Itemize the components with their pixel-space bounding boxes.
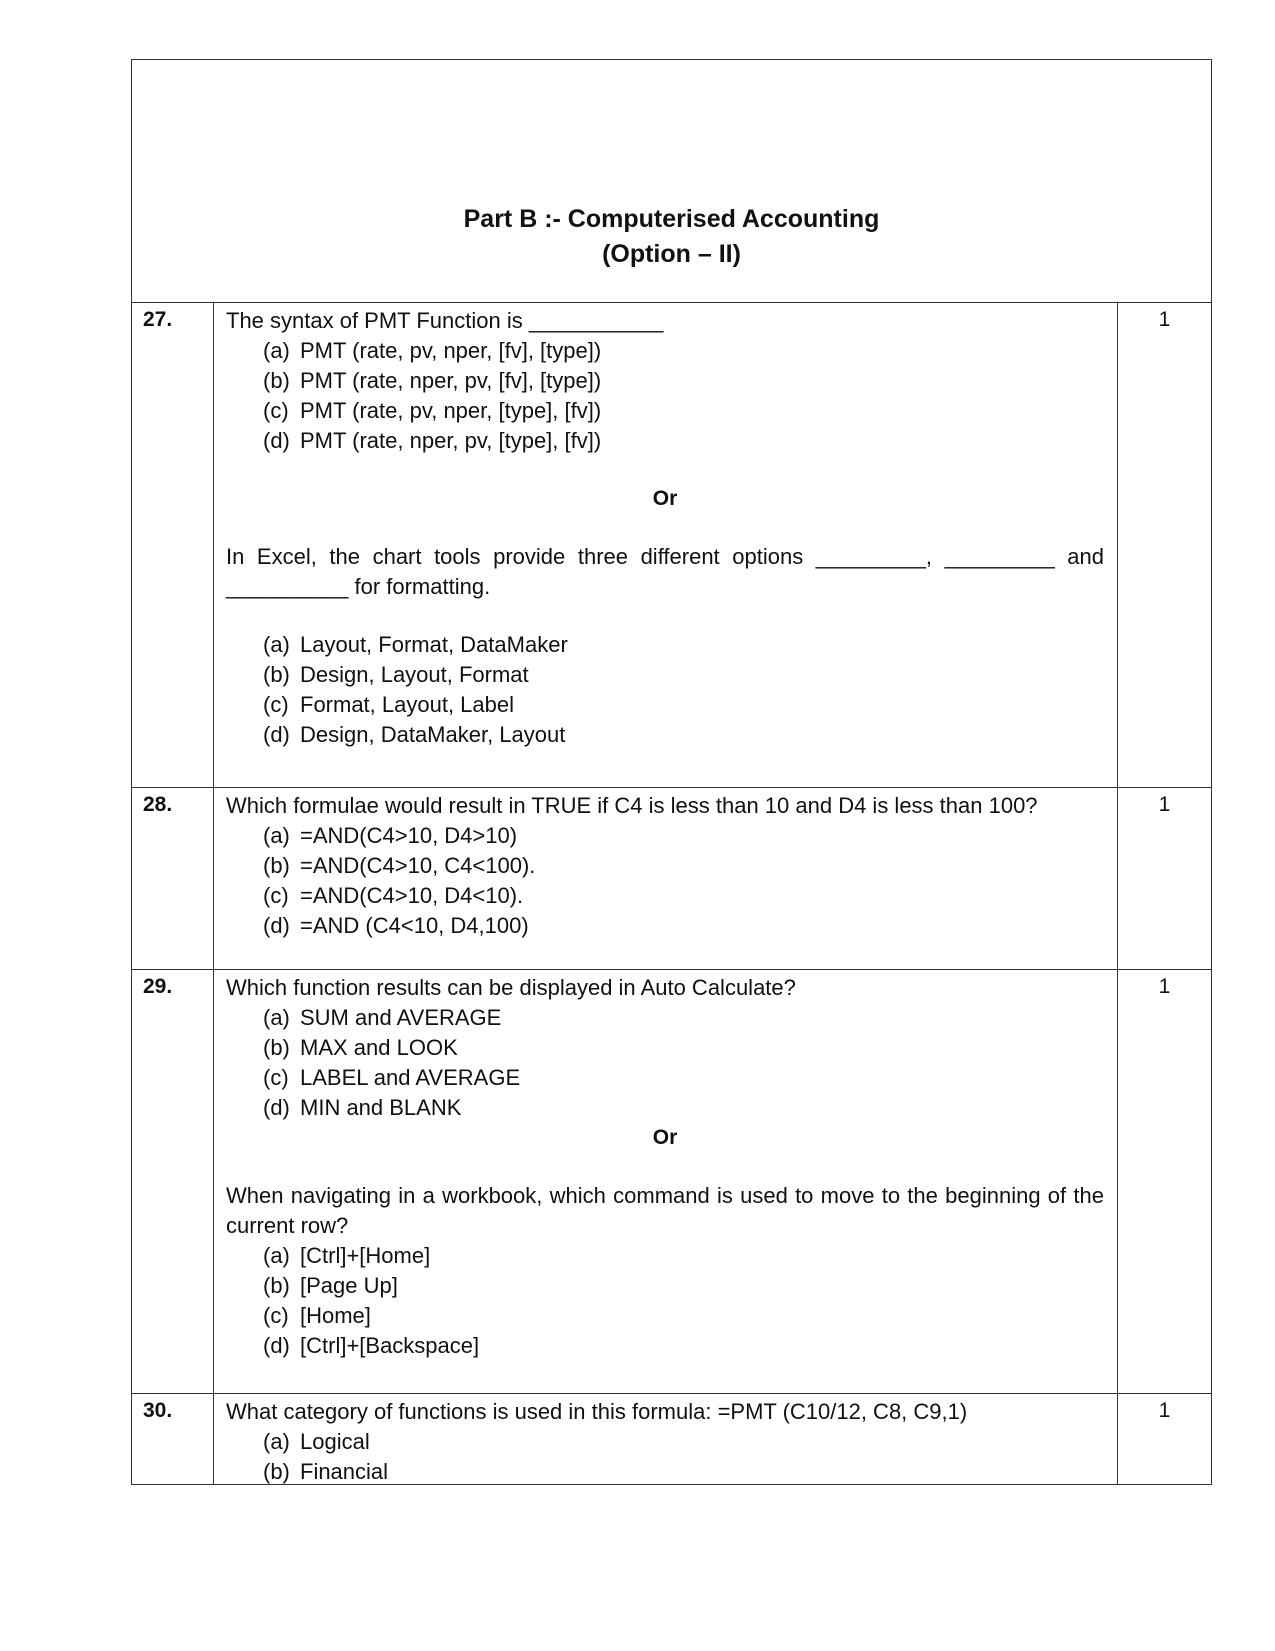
option-letter: (a) bbox=[263, 1005, 290, 1030]
option-letter: (a) bbox=[263, 823, 290, 848]
option-item bbox=[263, 1003, 1104, 1033]
option-item bbox=[263, 1093, 1104, 1123]
option-letter: (b) bbox=[263, 662, 290, 687]
alternate-question-text: In Excel, the chart tools provide three different options _________, _________ and __________ for formatting. bbox=[226, 544, 1104, 599]
question-number: 29. bbox=[132, 970, 214, 1393]
option-letter: (c) bbox=[263, 1303, 289, 1328]
question-body bbox=[215, 970, 1116, 1393]
option-item bbox=[263, 1301, 1104, 1331]
option-text: SUM and AVERAGE bbox=[300, 1005, 502, 1030]
option-list bbox=[226, 336, 1104, 456]
option-letter: (a) bbox=[263, 1429, 290, 1454]
question-text: Which function results can be displayed in Auto Calculate? bbox=[226, 975, 796, 1000]
question-text: What category of functions is used in this formula: =PMT (C10/12, C8, C9,1) bbox=[226, 1399, 968, 1424]
alternate-option-list bbox=[226, 630, 1104, 750]
option-letter: (d) bbox=[263, 428, 290, 453]
question-row-30 bbox=[132, 1394, 1211, 1485]
option-item bbox=[263, 396, 1104, 426]
question-marks: 1 bbox=[1117, 1394, 1211, 1485]
option-item bbox=[263, 1427, 1104, 1457]
option-item bbox=[263, 426, 1104, 456]
option-letter: (d) bbox=[263, 1095, 290, 1120]
or-divider: Or bbox=[652, 487, 678, 510]
option-text: =AND(C4>10, C4<100). bbox=[300, 853, 536, 878]
question-row-28 bbox=[132, 788, 1211, 970]
option-item bbox=[263, 1063, 1104, 1093]
option-letter: (b) bbox=[263, 853, 290, 878]
option-letter: (b) bbox=[263, 368, 290, 393]
option-letter: (b) bbox=[263, 1459, 290, 1484]
option-list bbox=[226, 1003, 1104, 1123]
section-header bbox=[132, 60, 1211, 303]
option-text: PMT (rate, nper, pv, [fv], [type]) bbox=[300, 368, 602, 393]
question-body bbox=[215, 788, 1116, 969]
option-item bbox=[263, 911, 1104, 941]
option-text: PMT (rate, pv, nper, [fv], [type]) bbox=[300, 338, 602, 363]
option-text: [Ctrl]+[Backspace] bbox=[300, 1333, 480, 1358]
option-list bbox=[226, 821, 1104, 941]
option-item bbox=[263, 336, 1104, 366]
option-text: =AND (C4<10, D4,100) bbox=[300, 913, 529, 938]
question-text: Which formulae would result in TRUE if C4 is less than 10 and D4 is less than 100? bbox=[226, 793, 1038, 818]
option-item bbox=[263, 690, 1104, 720]
question-body bbox=[215, 1394, 1116, 1485]
option-text: Financial bbox=[300, 1459, 389, 1484]
option-item bbox=[263, 1457, 1104, 1487]
option-letter: (d) bbox=[263, 913, 290, 938]
or-divider: Or bbox=[652, 1126, 678, 1149]
section-subtitle: (Option – II) bbox=[602, 240, 741, 268]
question-marks: 1 bbox=[1117, 303, 1211, 787]
option-letter: (d) bbox=[263, 1333, 290, 1358]
question-body bbox=[215, 303, 1116, 787]
option-item bbox=[263, 821, 1104, 851]
option-text: LABEL and AVERAGE bbox=[300, 1065, 521, 1090]
option-letter: (c) bbox=[263, 883, 289, 908]
question-text: The syntax of PMT Function is ___________ bbox=[226, 308, 664, 333]
option-item bbox=[263, 1241, 1104, 1271]
option-text: Design, DataMaker, Layout bbox=[300, 722, 566, 747]
question-row-27 bbox=[132, 303, 1211, 788]
option-text: Layout, Format, DataMaker bbox=[300, 632, 568, 657]
option-text: =AND(C4>10, D4>10) bbox=[300, 823, 518, 848]
question-number: 28. bbox=[132, 788, 214, 969]
option-letter: (b) bbox=[263, 1273, 290, 1298]
option-item bbox=[263, 660, 1104, 690]
option-item bbox=[263, 630, 1104, 660]
option-list bbox=[226, 1427, 1104, 1487]
option-text: MIN and BLANK bbox=[300, 1095, 462, 1120]
option-text: PMT (rate, nper, pv, [type], [fv]) bbox=[300, 428, 602, 453]
option-letter: (b) bbox=[263, 1035, 290, 1060]
alternate-option-list bbox=[226, 1241, 1104, 1361]
option-text: [Page Up] bbox=[300, 1273, 398, 1298]
option-letter: (a) bbox=[263, 632, 290, 657]
question-number: 30. bbox=[132, 1394, 214, 1485]
option-letter: (c) bbox=[263, 692, 289, 717]
option-letter: (c) bbox=[263, 1065, 289, 1090]
option-item bbox=[263, 881, 1104, 911]
option-text: [Home] bbox=[300, 1303, 371, 1328]
question-marks: 1 bbox=[1117, 970, 1211, 1393]
option-text: Format, Layout, Label bbox=[300, 692, 515, 717]
option-letter: (a) bbox=[263, 338, 290, 363]
question-marks: 1 bbox=[1117, 788, 1211, 969]
option-text: [Ctrl]+[Home] bbox=[300, 1243, 431, 1268]
question-row-29 bbox=[132, 970, 1211, 1394]
option-item bbox=[263, 366, 1104, 396]
option-text: Design, Layout, Format bbox=[300, 662, 529, 687]
option-text: Logical bbox=[300, 1429, 370, 1454]
section-title: Part B :- Computerised Accounting bbox=[463, 205, 880, 233]
option-letter: (c) bbox=[263, 398, 289, 423]
option-item bbox=[263, 1331, 1104, 1361]
question-number: 27. bbox=[132, 303, 214, 787]
alternate-question-text: When navigating in a workbook, which command is used to move to the beginning of the current row? bbox=[226, 1183, 1104, 1238]
option-item bbox=[263, 1271, 1104, 1301]
option-text: PMT (rate, pv, nper, [type], [fv]) bbox=[300, 398, 602, 423]
option-item bbox=[263, 1033, 1104, 1063]
option-letter: (a) bbox=[263, 1243, 290, 1268]
option-item bbox=[263, 851, 1104, 881]
option-item bbox=[263, 720, 1104, 750]
option-text: =AND(C4>10, D4<10). bbox=[300, 883, 524, 908]
option-text: MAX and LOOK bbox=[300, 1035, 458, 1060]
option-letter: (d) bbox=[263, 722, 290, 747]
question-table bbox=[131, 59, 1212, 1485]
